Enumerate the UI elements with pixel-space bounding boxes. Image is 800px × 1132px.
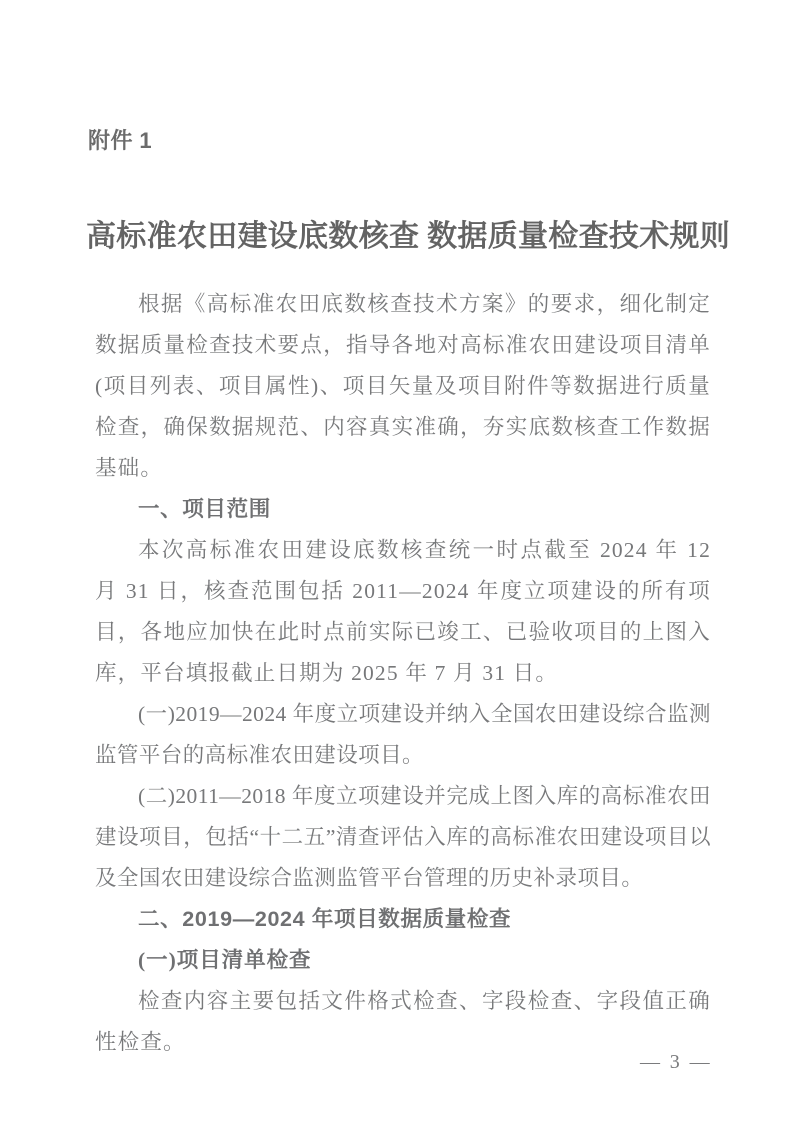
attachment-label: 附件 1: [88, 128, 153, 153]
section-heading-2: 二、2019—2024 年项目数据质量检查: [138, 907, 512, 931]
page-title: 高标准农田建设底数核查 数据质量检查技术规则: [86, 220, 731, 254]
document-body: [95, 284, 711, 1063]
section-1-item-2: (二)2011—2018 年度立项建设并完成上图入库的高标准农田建设项目，包括“十二五”清查评估入库的高标准农田建设项目以及全国农田建设综合监测监管平台管理的历史补录项目。: [95, 784, 711, 890]
page-number-footer: — 3 —: [640, 1051, 712, 1073]
subsection-heading-2-1: (一)项目清单检查: [138, 948, 312, 972]
section-1-item-1: (一)2019—2024 年度立项建设并纳入全国农田建设综合监测监管平台的高标准农田建设项目。: [95, 702, 711, 767]
preamble-paragraph: 根据《高标准农田底数核查技术方案》的要求，细化制定数据质量检查技术要点，指导各地对高标准农田建设项目清单(项目列表、项目属性)、项目矢量及项目附件等数据进行质量检查，确保数据规范、内容真实准确，夯实底数核查工作数据基础。: [95, 292, 711, 480]
subsection-2-1-paragraph-1: 检查内容主要包括文件格式检查、字段检查、字段值正确性检查。: [95, 989, 711, 1054]
section-heading-1: 一、项目范围: [138, 497, 271, 521]
section-1-paragraph-1: 本次高标准农田建设底数核查统一时点截至 2024 年 12 月 31 日，核查范围包括 2011—2024 年度立项建设的所有项目，各地应加快在此时点前实际已竣工、已验收项目的上图入库，平台填报截止日期为 2025 年 7 月 31 日。: [95, 538, 711, 685]
